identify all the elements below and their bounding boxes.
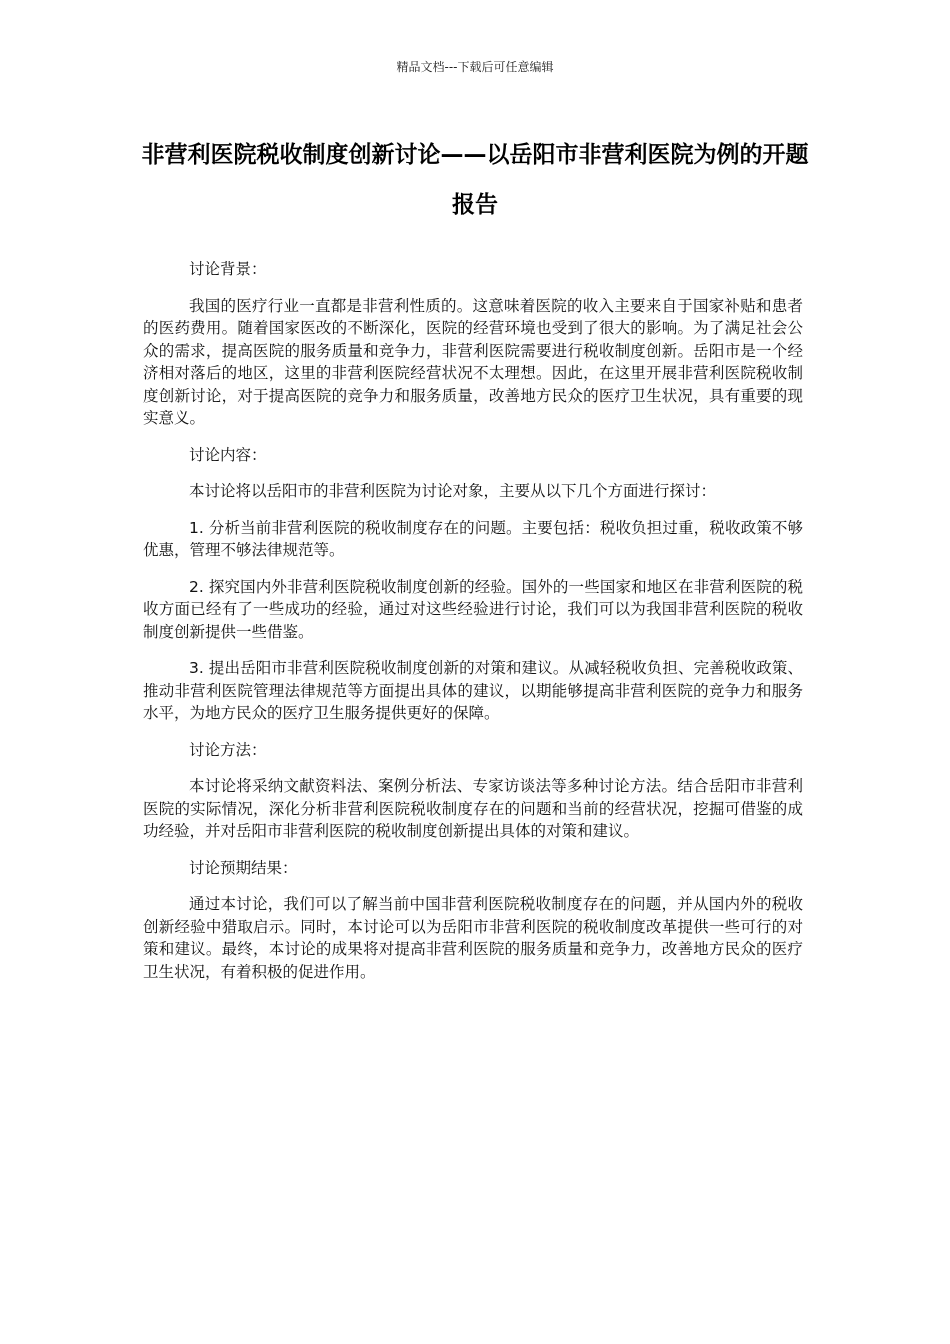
paragraph-expected-results: 通过本讨论，我们可以了解当前中国非营利医院税收制度存在的问题，并从国内外的税收创新经验中猎取启示。同时，本讨论可以为岳阳市非营利医院的税收制度改革提供一些可行的对策和建议。最终，本讨论的成果将对提高非营利医院的服务质量和竞争力，改善地方民众的医疗卫生状况，有着积极的促进作用。 bbox=[143, 895, 803, 981]
paragraph-content-item-3: 3. 提出岳阳市非营利医院税收制度创新的对策和建议。从减轻税收负担、完善税收政策、推动非营利医院管理法律规范等方面提出具体的建议，以期能够提高非营利医院的竞争力和服务水平，为地方民众的医疗卫生服务提供更好的保障。 bbox=[143, 659, 803, 722]
paragraph-content-item-2: 2. 探究国内外非营利医院税收制度创新的经验。国外的一些国家和地区在非营利医院的税收方面已经有了一些成功的经验，通过对这些经验进行讨论，我们可以为我国非营利医院的税收制度创新提供一些借鉴。 bbox=[143, 577, 803, 641]
header-note: 精品文档---下载后可任意编辑 bbox=[396, 60, 554, 74]
document-title: 非营利医院税收制度创新讨论——以岳阳市非营利医院为例的开题报告 bbox=[141, 142, 809, 218]
section-heading-background: 讨论背景： bbox=[189, 260, 267, 278]
section-heading-method: 讨论方法： bbox=[189, 740, 267, 759]
paragraph-content-intro: 本讨论将以岳阳市的非营利医院为讨论对象，主要从以下几个方面进行探讨： bbox=[189, 482, 717, 500]
section-heading-content: 讨论内容： bbox=[189, 445, 267, 464]
paragraph-content-item-1: 1. 分析当前非营利医院的税收制度存在的问题。主要包括：税收负担过重，税收政策不够优惠，管理不够法律规范等。 bbox=[143, 518, 803, 559]
document-body bbox=[143, 258, 803, 997]
section-heading-expected-results: 讨论预期结果： bbox=[189, 858, 298, 877]
paragraph-background: 我国的医疗行业一直都是非营利性质的。这意味着医院的收入主要来自于国家补贴和患者的医药费用。随着国家医改的不断深化，医院的经营环境也受到了很大的影响。为了满足社会公众的需求，提高医院的服务质量和竞争力，非营利医院需要进行税收制度创新。岳阳市是一个经济相对落后的地区，这里的非营利医院经营状况不太理想。因此，在这里开展非营利医院税收制度创新讨论，对于提高医院的竞争力和服务质量，改善地方民众的医疗卫生状况，具有重要的现实意义。 bbox=[143, 296, 803, 427]
paragraph-method: 本讨论将采纳文献资料法、案例分析法、专家访谈法等多种讨论方法。结合岳阳市非营利医院的实际情况，深化分析非营利医院税收制度存在的问题和当前的经营状况，挖掘可借鉴的成功经验，并对岳阳市非营利医院的税收制度创新提出具体的对策和建议。 bbox=[143, 777, 803, 840]
